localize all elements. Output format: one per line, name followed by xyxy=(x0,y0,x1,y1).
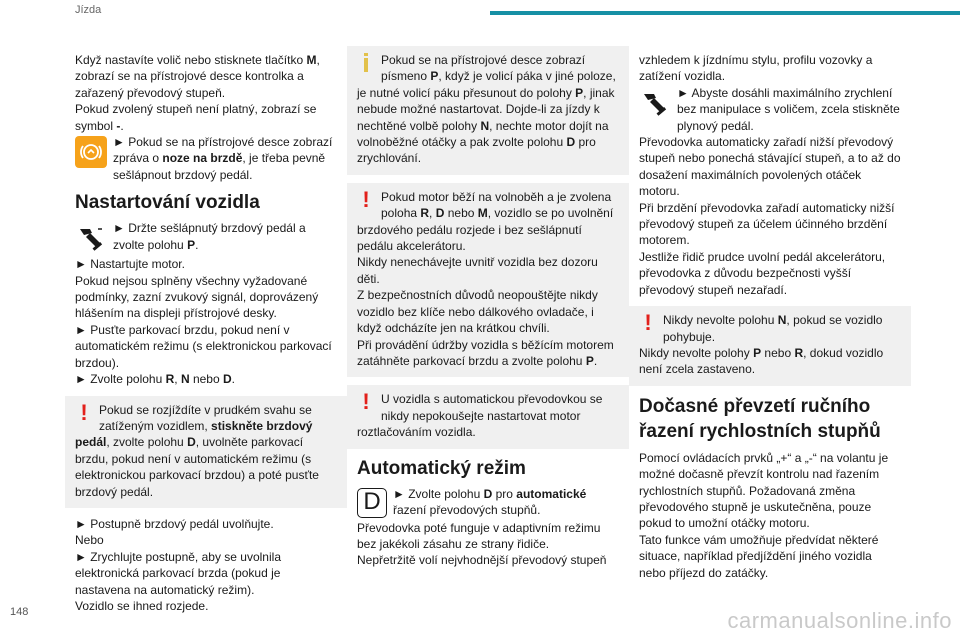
warning-notice-slope: ! Pokud se rozjíždíte v prudkém svahu se zatíženým vozidlem, stiskněte brzdový pedál, zvolte polohu D, uvolněte parkovací brzdu, pokud není v automatickém režimu (s elektronickou parkovací brzdou) a poté pusťte brzdový pedál. xyxy=(65,396,347,508)
warning-notice-idle: ! Pokud motor běží na volnoběh a je zvolena poloha R, D nebo M, vozidlo se po uvolnění brzdového pedálu rozjede i bez sešlápnutí pedálu akcelerátoru. Nikdy nenechávejte uvnitř vozidla bez dozoru děti. Z bezpečnostních důvodů neopouštějte nikdy vozidlo bez klíče nebo dálkového ovladače, i když odcházíte jen na krátkou chvíli. Při provádění údržby vozidla s běžícím motorem zatáhněte parkovací brzdu a zvolte polohu P. xyxy=(347,183,629,377)
column-1 xyxy=(75,52,337,614)
vehicle-moves-text: Vozidlo se ihned rozjede. xyxy=(75,598,209,613)
driving-style-text: vzhledem k jízdnímu stylu, profilu vozovky a zatížení vozidla. xyxy=(639,53,873,84)
brake-warning-icon xyxy=(75,136,107,168)
heading-automatic-mode: Automatický režim xyxy=(357,457,526,479)
start-instruction: ► Držte sešlápnutý brzdový pedál a zvolte polohu P. xyxy=(75,220,337,256)
accelerate-step: ► Zrychlujte postupně, aby se uvolnila elektronická parkovací brzda (pokud je nastavena na automatický režim). xyxy=(75,549,281,597)
anticipate-text: Tato funkce vám umožňuje předvídat některé situace, například předjíždění jiného vozidla nebo příjezd do zatáčky. xyxy=(639,532,879,580)
kickdown-instruction: ► Abyste dosáhli maximálního zrychlení bez manipulace s voličem, zcela stiskněte plynový pedál. xyxy=(639,85,901,134)
page-number: 148 xyxy=(10,606,29,618)
warning-exclamation-icon: ! xyxy=(362,389,370,415)
paddle-override-text: Pomocí ovládacích prvků „+“ a „-“ na volantu je možné dočasně převzít kontrolu nad řazením rychlostních stupňů. Požadovaná změna převodového stupně je uskutečněna, pouze pokud to umožní otáčky motoru. xyxy=(639,450,889,531)
watermark: carmanualsonline.info xyxy=(727,608,952,633)
section-title: Jízda xyxy=(75,4,102,16)
start-engine-step: ► Nastartujte motor. xyxy=(75,257,185,272)
heading-start-vehicle: Nastartování vozidla xyxy=(75,192,260,214)
paragraph-selector: Když nastavíte volič nebo stisknete tlačítko M, zobrazí se na přístrojové desce kontrolka a zařazený převodový stupeň. xyxy=(75,53,320,100)
brake-instruction: ► Pokud se na přístrojové desce zobrazí zpráva o noze na brzdě, je třeba pevně sešlápnout brzdový pedál. xyxy=(75,134,337,183)
select-position-step: ► Zvolte polohu R, N nebo D. xyxy=(75,372,235,387)
adaptive-mode-text: Převodovka poté funguje v adaptivním režimu bez jakékoli zásahu ze strany řidiče. xyxy=(357,520,601,551)
warning-exclamation-icon: ! xyxy=(362,186,370,212)
warning-notice-neutral: ! Nikdy nevolte polohu N, pokud se vozidlo pohybuje. Nikdy nevolte polohy P nebo R, dokud vozidlo není zcela zastaveno. xyxy=(629,306,911,386)
release-brake-step: ► Postupně brzdový pedál uvolňujte. xyxy=(75,516,274,531)
engine-braking-text: Při brzdění převodovka zařadí automaticky nižší převodový stupeň za účelem účinného brzdění motorem. xyxy=(639,200,895,248)
auto-instruction: D ► Zvolte polohu D pro automatické řazení převodových stupňů. xyxy=(357,486,619,520)
gear-selection-text: Nepřetržitě volí nejvhodnější převodový stupeň xyxy=(357,553,607,568)
warning-exclamation-icon: ! xyxy=(644,310,652,336)
warning-exclamation-icon: ! xyxy=(80,399,88,425)
warning-notice-push-start: ! U vozidla s automatickou převodovkou se nikdy nepokoušejte nastartovat motor roztlačováním vozidla. xyxy=(347,385,629,448)
foot-on-accelerator-icon xyxy=(639,87,671,119)
foot-on-brake-icon xyxy=(75,222,107,254)
release-parking-brake-step: ► Pusťte parkovací brzdu, pokud není v automatickém režimu (s elektronickou parkovací brzdou). xyxy=(75,322,332,370)
header-accent-bar xyxy=(490,11,960,15)
drive-d-icon: D xyxy=(357,488,387,518)
start-conditions-text: Pokud nejsou splněny všechny vyžadované podmínky, zazní zvukový signál, doprovázený hlášením na displeji přístrojové desky. xyxy=(75,273,319,321)
paragraph-invalid-gear: Pokud zvolený stupeň není platný, zobrazí se symbol -. xyxy=(75,102,317,133)
column-2 xyxy=(357,52,619,569)
no-upshift-text: Jestliže řidič prudce uvolní pedál akcelerátoru, převodovka z důvodu bezpečnosti vyšší převodový stupeň nezařadí. xyxy=(639,249,886,297)
info-icon xyxy=(357,54,375,72)
downshift-text: Převodovka automaticky zařadí nižší převodový stupeň nebo ponechá stávající stupeň, a to až do dosažení maximálních povolených otáček motoru. xyxy=(639,135,901,199)
heading-manual-override: Dočasné převzetí ručního řazení rychlostních stupňů xyxy=(639,395,881,442)
column-3 xyxy=(639,52,901,581)
or-text: Nebo xyxy=(75,533,104,548)
info-notice-position-p: Pokud se na přístrojové desce zobrazí písmeno P, když je volicí páka v jiné poloze, je nutné volicí páku přesunout do polohy P, jinak nebude možné nastartovat. Dojde-li za jízdy k nechtěné volbě polohy N, nechte motor dojít na volnoběžné otáčky a pak zvolte polohu D pro zrychlování. xyxy=(347,46,629,175)
